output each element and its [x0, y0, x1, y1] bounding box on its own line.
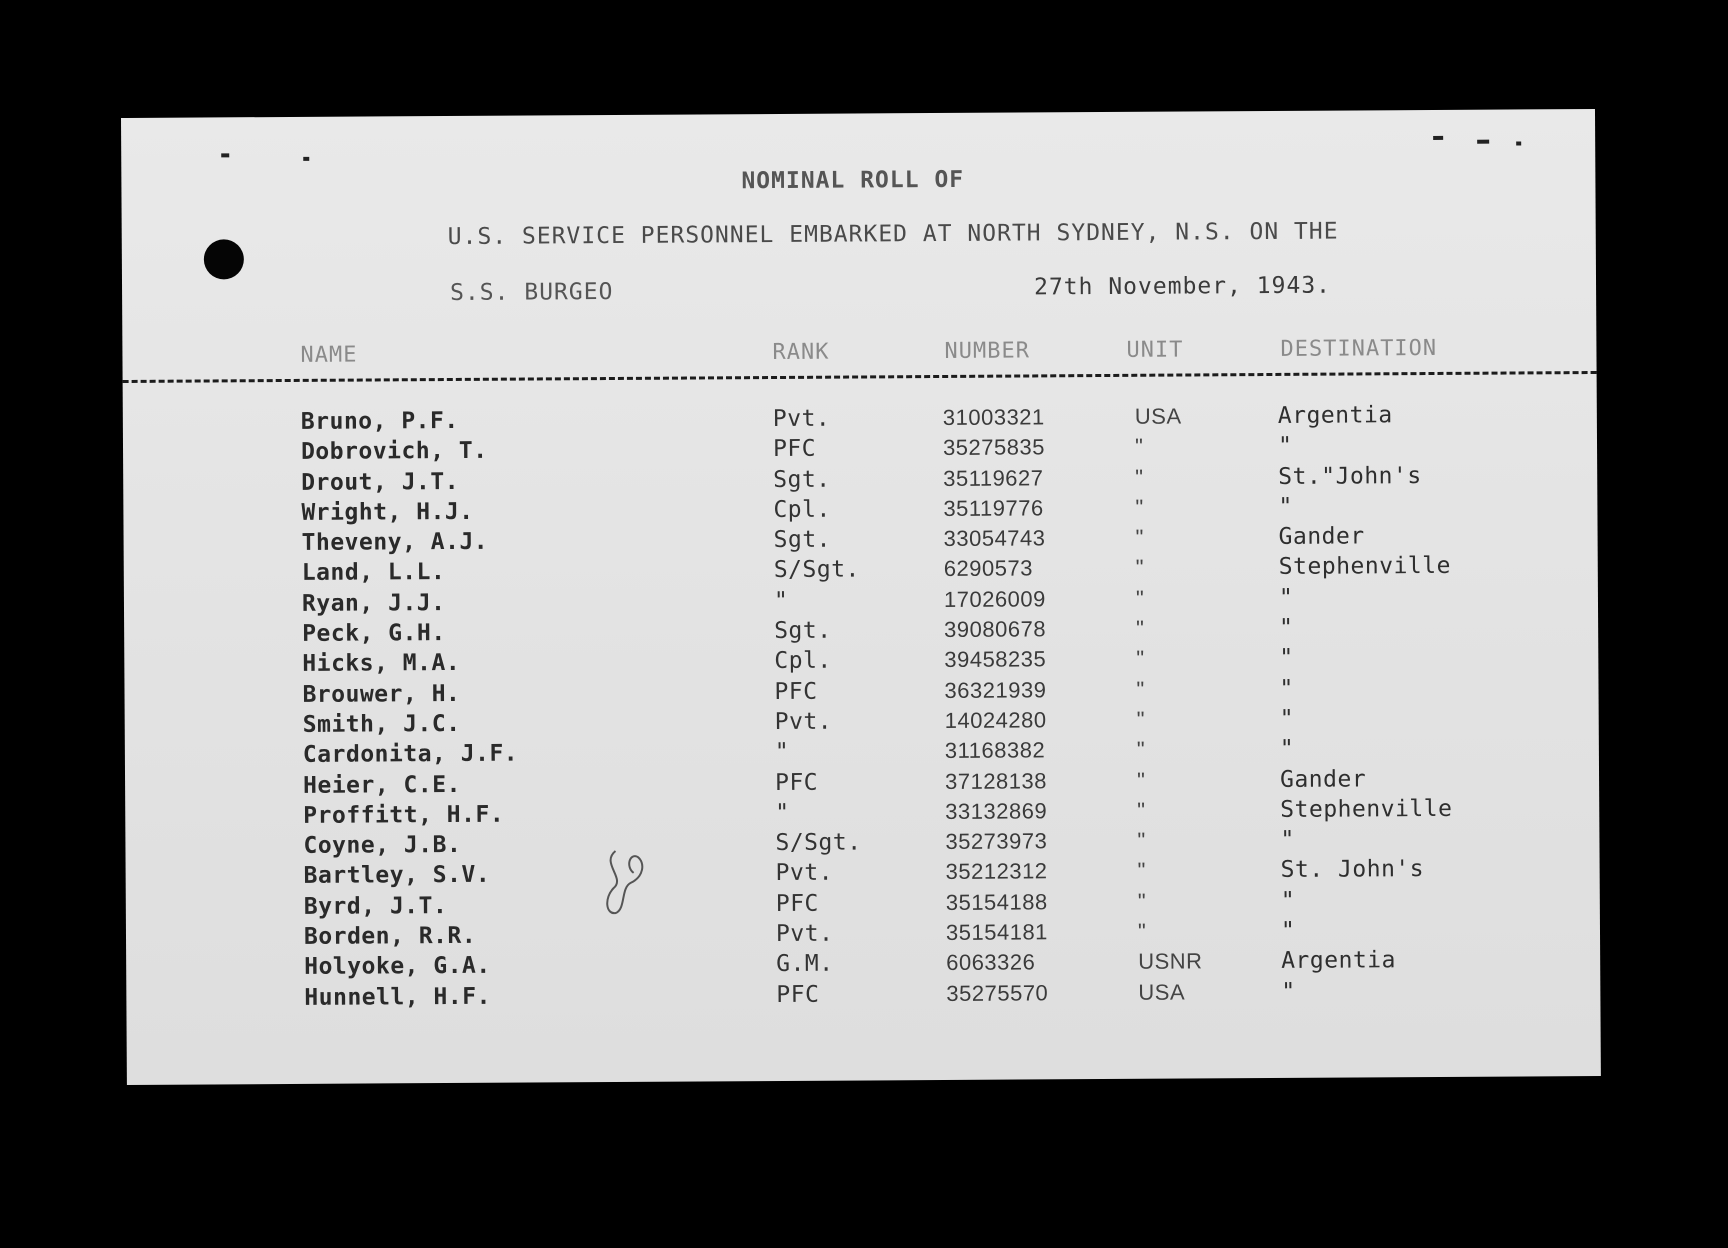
column-header-number: NUMBER: [944, 338, 1031, 364]
service-number-cell: 35275835: [942, 434, 1045, 461]
destination-cell: Argentia: [1277, 402, 1393, 429]
person-name: Hicks, M.A.: [302, 650, 461, 678]
person-name: Ryan, J.J.: [301, 589, 446, 617]
destination-cell: Stephenville: [1278, 553, 1452, 581]
service-number-cell: 35212312: [945, 858, 1048, 885]
rank-cell: S/Sgt.: [773, 556, 860, 584]
person-name: Drout, J.T.: [301, 468, 460, 496]
destination-cell: ": [1278, 584, 1294, 611]
ink-speck: [221, 153, 229, 157]
punch-hole: [204, 239, 244, 279]
person-name: Hunnell, H.F.: [304, 983, 491, 1011]
destination-cell: ": [1281, 978, 1296, 1005]
unit-cell: ": [1136, 737, 1146, 763]
unit-cell: ": [1137, 918, 1147, 944]
unit-cell: USNR: [1138, 948, 1203, 975]
rank-cell: PFC: [775, 890, 819, 917]
header-divider: [123, 371, 1597, 383]
person-name: Borden, R.R.: [303, 922, 477, 950]
person-name: Theveny, A.J.: [301, 528, 489, 557]
destination-cell: ": [1279, 645, 1294, 672]
destination-cell: Argentia: [1281, 947, 1397, 975]
nominal-roll-card: [121, 109, 1601, 1085]
person-name: Proffitt, H.F.: [303, 801, 505, 829]
unit-cell: ": [1136, 676, 1145, 702]
ink-speck: [1477, 140, 1489, 144]
ink-speck: [1516, 141, 1521, 145]
ink-speck: [303, 157, 309, 161]
unit-cell: ": [1136, 706, 1146, 732]
rank-cell: PFC: [774, 769, 819, 796]
rank-cell: Pvt.: [772, 405, 831, 433]
column-header-unit: UNIT: [1126, 337, 1184, 363]
unit-cell: ": [1137, 858, 1147, 884]
unit-cell: ": [1135, 494, 1144, 520]
destination-cell: ": [1280, 917, 1296, 944]
unit-cell: ": [1136, 615, 1145, 641]
destination-cell: ": [1280, 826, 1295, 854]
person-name: Cardonita, J.F.: [302, 740, 519, 769]
rank-cell: Sgt.: [773, 466, 831, 493]
rank-cell: Pvt.: [775, 920, 834, 948]
person-name: Heier, C.E.: [303, 771, 461, 799]
unit-cell: ": [1134, 434, 1144, 460]
service-number-cell: 6063326: [946, 949, 1036, 976]
column-header-rank: RANK: [772, 339, 830, 366]
rank-cell: ": [775, 799, 790, 826]
ink-speck: [1433, 136, 1443, 140]
person-name: Land, L.L.: [301, 559, 446, 587]
person-name: Bartley, S.V.: [303, 862, 491, 890]
ship-name: S.S. BURGEO: [449, 278, 614, 306]
destination-cell: St. John's: [1280, 856, 1425, 884]
rank-cell: Cpl.: [773, 496, 831, 523]
rank-cell: PFC: [776, 981, 820, 1008]
unit-cell: USA: [1134, 403, 1182, 429]
rank-cell: Pvt.: [775, 860, 834, 887]
person-name: Wright, H.J.: [301, 498, 474, 526]
rank-cell: PFC: [772, 436, 817, 463]
unit-cell: ": [1136, 646, 1145, 672]
destination-cell: ": [1279, 736, 1295, 763]
unit-cell: ": [1136, 767, 1146, 793]
destination-cell: ": [1279, 705, 1295, 732]
service-number-cell: 37128138: [944, 767, 1048, 794]
person-name: Bruno, P.F.: [300, 407, 459, 435]
unit-cell: ": [1137, 827, 1146, 853]
person-name: Peck, G.H.: [302, 620, 446, 647]
unit-cell: ": [1135, 585, 1145, 611]
service-number-cell: 6290573: [943, 555, 1034, 582]
service-number-cell: 31003321: [942, 404, 1045, 430]
document-date: 27th November, 1943.: [1033, 272, 1332, 301]
unit-cell: USA: [1138, 979, 1186, 1005]
rank-cell: Cpl.: [774, 648, 832, 675]
destination-cell: ": [1279, 614, 1294, 642]
destination-cell: ": [1280, 887, 1296, 914]
document-subtitle: U.S. SERVICE PERSONNEL EMBARKED AT NORTH SYDNEY, N.S. ON THE: [447, 218, 1339, 251]
service-number-cell: 14024280: [944, 707, 1047, 733]
person-name: Byrd, J.T.: [303, 892, 448, 920]
service-number-cell: 35119776: [943, 495, 1044, 521]
document-title: NOMINAL ROLL OF: [741, 166, 965, 195]
rank-cell: Sgt.: [774, 617, 832, 645]
unit-cell: ": [1135, 464, 1144, 490]
service-number-cell: 35119627: [943, 464, 1044, 491]
rank-cell: PFC: [774, 678, 818, 705]
rank-cell: ": [773, 587, 789, 614]
personnel-list: [123, 401, 1601, 1016]
rank-cell: S/Sgt.: [775, 829, 862, 857]
service-number-cell: 36321939: [944, 677, 1047, 703]
rank-cell: Pvt.: [774, 708, 833, 735]
service-number-cell: 17026009: [943, 586, 1046, 612]
service-number-cell: 35154188: [945, 889, 1048, 915]
service-number-cell: 35275570: [946, 979, 1049, 1006]
person-name: Coyne, J.B.: [303, 832, 462, 860]
column-header-destination: DESTINATION: [1280, 335, 1438, 362]
service-number-cell: 31168382: [944, 737, 1046, 764]
unit-cell: ": [1137, 797, 1146, 823]
destination-cell: Gander: [1278, 523, 1365, 551]
unit-cell: ": [1135, 524, 1144, 550]
destination-cell: ": [1279, 675, 1294, 702]
destination-cell: Stephenville: [1280, 795, 1453, 823]
service-number-cell: 39458235: [944, 646, 1047, 673]
handwritten-mark: [595, 843, 655, 923]
destination-cell: Gander: [1279, 765, 1367, 793]
destination-cell: St."John's: [1278, 462, 1422, 490]
service-number-cell: 33132869: [945, 798, 1048, 824]
service-number-cell: 33054743: [943, 525, 1046, 552]
person-name: Dobrovich, T.: [300, 438, 488, 466]
destination-cell: ": [1277, 433, 1293, 460]
person-name: Holyoke, G.A.: [304, 953, 491, 981]
service-number-cell: 35154181: [945, 919, 1048, 946]
service-number-cell: 35273973: [945, 828, 1048, 855]
unit-cell: ": [1135, 555, 1145, 581]
column-header-name: NAME: [300, 342, 358, 368]
rank-cell: ": [774, 739, 790, 766]
rank-cell: G.M.: [776, 951, 834, 978]
unit-cell: ": [1137, 888, 1147, 914]
person-name: Smith, J.C.: [302, 710, 461, 738]
destination-cell: ": [1278, 493, 1293, 520]
person-name: Brouwer, H.: [302, 680, 461, 708]
rank-cell: Sgt.: [773, 526, 832, 554]
service-number-cell: 39080678: [944, 616, 1047, 643]
